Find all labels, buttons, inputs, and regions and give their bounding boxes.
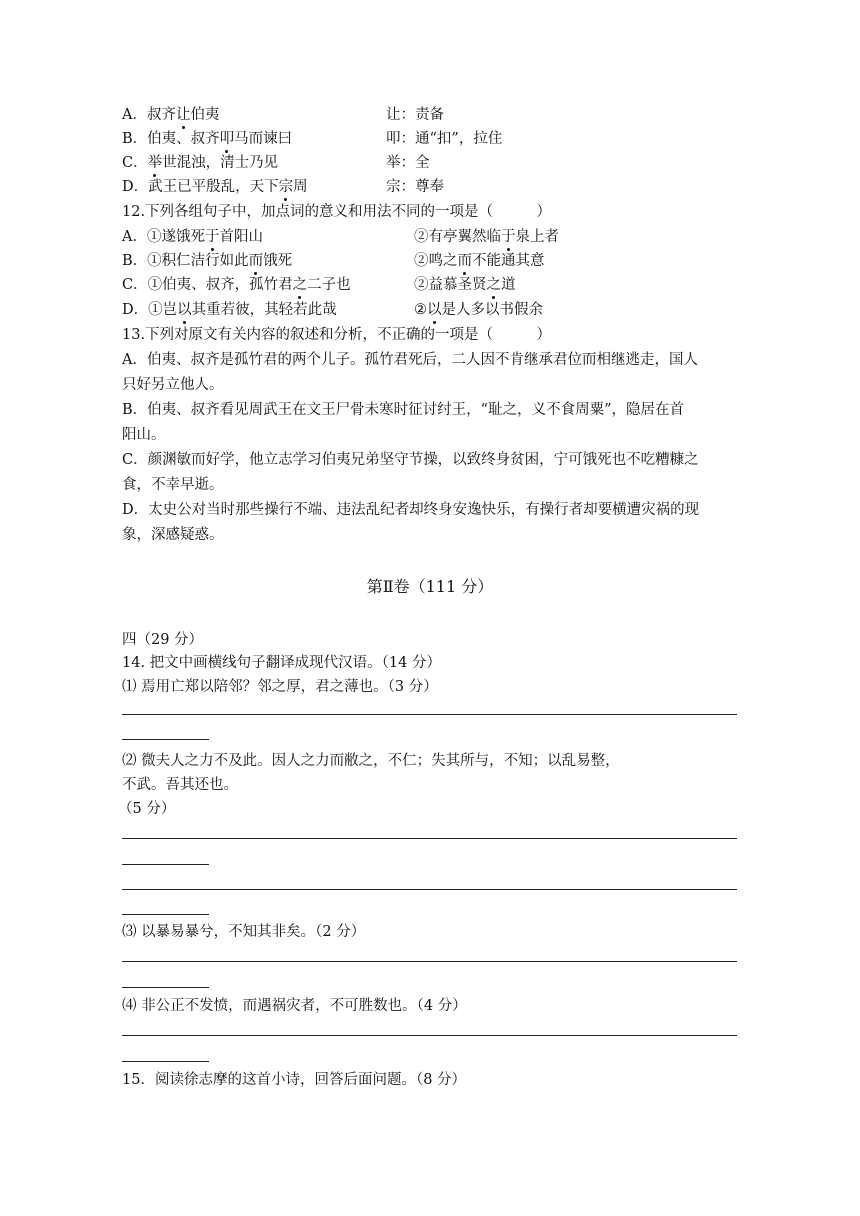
- q14-sentence-2-line2: 不武。吾其还也。: [122, 777, 238, 793]
- q13-option-a-line1: A．伯夷、叔齐是孤竹君的两个儿子。孤竹君死后，二人因不肯继承君位而相继逃走，国人: [122, 352, 698, 368]
- answer-line: [122, 961, 737, 962]
- answer-line: [122, 889, 737, 890]
- dotted-char: 叩: [219, 131, 235, 147]
- q11-gloss-d: 宗：尊奉: [386, 179, 444, 195]
- q13-option-b-line1: B．伯夷、叔齐看见周武王在文王尸骨未寒时征讨纣王，“耻之，义不食周粟”，隐居在首: [122, 402, 684, 418]
- text: 二子也: [307, 277, 351, 293]
- answer-line: [122, 714, 737, 715]
- dotted-char: 之: [486, 277, 501, 293]
- answer-line: [122, 1035, 737, 1036]
- dotted-char: 以: [177, 302, 192, 318]
- dotted-char: 于: [501, 229, 516, 245]
- q13-option-d-line2: 象，深感疑惑。: [122, 527, 224, 543]
- text: ②益慕圣贤: [414, 277, 487, 293]
- q14-sentence-2-score: （5 分）: [118, 801, 176, 817]
- answer-line: [122, 838, 737, 839]
- dotted-char: 以: [427, 302, 442, 318]
- answer-line-end: [122, 987, 209, 988]
- q12-option-d-left: [122, 300, 337, 320]
- dotted-char: 举: [147, 155, 163, 171]
- text: 其重若彼，其轻若此哉: [191, 302, 337, 318]
- q14-sentence-1: ⑴ 焉用亡郑以陪邻？邻之厚，君之薄也。（3 分）: [122, 679, 438, 695]
- dotted-char: 于: [204, 229, 220, 245]
- q12-option-d-right: [414, 300, 543, 320]
- text: A．①遂饿死: [122, 229, 205, 245]
- answer-line-end: [122, 864, 209, 865]
- text: 世混浊，清士乃见: [162, 155, 279, 171]
- q11-option-b: [122, 129, 292, 149]
- q11-option-c: [122, 153, 278, 173]
- dotted-char: 而: [457, 253, 472, 269]
- text: 道: [501, 277, 516, 293]
- q11-option-a: [122, 105, 219, 125]
- q11-gloss-b: 叩：通“扣”，拉住: [386, 131, 503, 147]
- q12-option-b-right: [414, 251, 545, 271]
- text: 不能通其意: [472, 253, 545, 269]
- q14-sentence-3: ⑶ 以暴易暴兮，不知其非矣。（2 分）: [122, 924, 366, 940]
- answer-line-end: [122, 914, 209, 915]
- text: 周: [293, 179, 308, 195]
- text: 是人多以书假余: [441, 302, 543, 318]
- q13-option-c-line2: 食，不幸早逝。: [122, 477, 224, 493]
- q14-sentence-4: ⑷ 非公正不发愤，而遇祸灾者，不可胜数也。（4 分）: [122, 998, 467, 1014]
- text: D．武王已平殷乱，天下: [122, 179, 279, 195]
- q13-option-c-line1: C．颜渊敏而好学，他立志学习伯夷兄弟坚守节操，以致终身贫困，宁可饿死也不吃糟糠之: [122, 452, 699, 468]
- text: 泉上者: [515, 229, 559, 245]
- q12-option-b-left: [122, 251, 292, 271]
- text: ②有亭翼然临: [414, 229, 501, 245]
- q12-option-c-left: [122, 275, 351, 295]
- text: B．伯夷、叔齐: [122, 131, 220, 147]
- text: 马而谏曰: [234, 131, 293, 147]
- q12-option-a-left: [122, 227, 263, 247]
- text: C．①伯夷、叔齐，孤竹君: [122, 277, 293, 293]
- q11-gloss-a: 让：责备: [386, 107, 444, 123]
- q12-stem: 12.下列各组句子中，加点词的意义和用法不同的一项是（ ）: [122, 204, 552, 220]
- dotted-char: 让: [175, 107, 191, 123]
- dotted-char: 而: [248, 253, 264, 269]
- text: 饿死: [263, 253, 293, 269]
- text: ②: [414, 302, 427, 318]
- text: C．: [122, 155, 148, 171]
- text: ②鸣之: [414, 253, 458, 269]
- text: 伯夷: [190, 107, 220, 123]
- q13-stem: 13.下列对原文有关内容的叙述和分析，不正确的一项是（ ）: [122, 327, 552, 343]
- dotted-char: 宗: [278, 179, 294, 195]
- text: B．①积仁洁行如此: [122, 253, 249, 269]
- q13-option-a-line2: 只好另立他人。: [122, 377, 224, 393]
- q13-option-b-line2: 阳山。: [122, 427, 166, 443]
- q13-option-d-line1: D．太史公对当时那些操行不端、违法乱纪者却终身安逸快乐，有操行者却要横遭灾祸的现: [122, 502, 700, 518]
- q15-stem: 15．阅读徐志摩的这首小诗，回答后面问题。（8 分）: [122, 1072, 467, 1088]
- q12-option-a-right: [414, 227, 559, 247]
- text: D．①岂: [122, 302, 178, 318]
- q14-stem: 14. 把文中画横线句子翻译成现代汉语。（14 分）: [122, 655, 441, 671]
- text: A．叔齐: [122, 107, 176, 123]
- dotted-char: 之: [292, 277, 308, 293]
- part4-title: 四（29 分）: [122, 632, 204, 648]
- answer-line-end: [122, 739, 209, 740]
- q11-option-d: [122, 177, 308, 197]
- section-title: 第Ⅱ卷（111 分）: [366, 577, 494, 596]
- q14-sentence-2-line1: ⑵ 微夫人之力不及此。因人之力而敝之，不仁；失其所与，不知；以乱易整，: [122, 753, 620, 769]
- q11-gloss-c: 举：全: [386, 155, 430, 171]
- text: 首阳山: [219, 229, 263, 245]
- q12-option-c-right: [414, 275, 516, 295]
- answer-line-end: [122, 1061, 209, 1062]
